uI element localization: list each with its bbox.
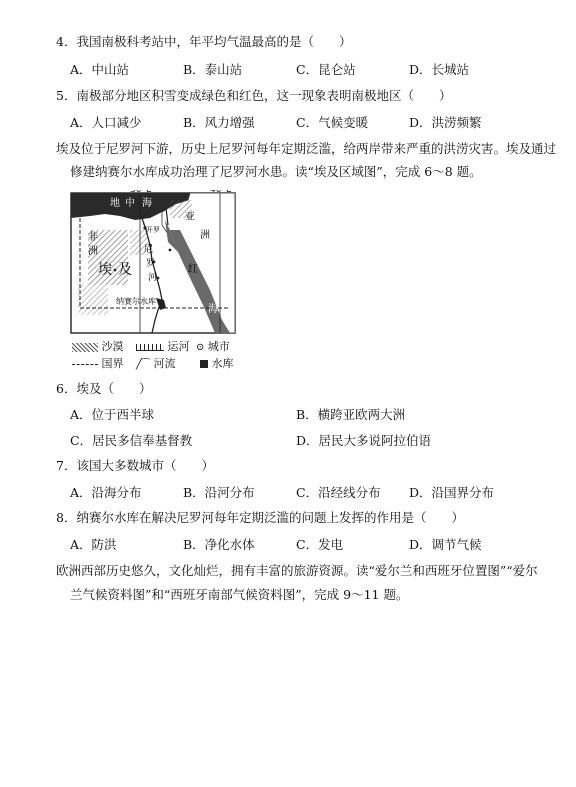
q7-stem: 7．该国大多数城市（ ） (56, 458, 214, 473)
reservoir-icon (200, 360, 208, 368)
desert-south (78, 285, 108, 315)
q4-option-d[interactable]: D．长城站 (409, 62, 470, 77)
label-lon-left: 30°E (130, 190, 152, 195)
passage-egypt-line2: 修建纳赛尔水库成功治理了尼罗河水患。读“埃及区域图”，完成 6～8 题。 (70, 164, 482, 179)
q4-stem: 4．我国南极科考站中，年平均气温最高的是（ ） (56, 34, 352, 49)
passage-europe-line2: 兰气候资料图”和“西班牙南部气候资料图”，完成 9～11 题。 (70, 587, 409, 602)
city-oasis (114, 269, 117, 272)
label-africa2: 洲 (88, 246, 98, 257)
legend-reservoir (200, 357, 234, 371)
q4-option-b[interactable]: B．泰山站 (183, 62, 243, 77)
label-cairo: 开罗 (146, 226, 160, 234)
label-nile1: 尼 (144, 245, 154, 255)
legend-desert (72, 340, 124, 354)
label-nile2: 罗 (146, 259, 156, 269)
q5-option-d[interactable]: D．洪涝频繁 (409, 115, 482, 130)
q7-option-a[interactable]: A．沿海分布 (70, 485, 142, 500)
label-lon-right: 40°E (210, 190, 232, 195)
label-sea3: 海 (142, 198, 152, 209)
legend-border (72, 357, 124, 371)
legend-river (136, 357, 176, 372)
label-asia2: 洲 (200, 230, 210, 241)
city-4 (157, 277, 160, 280)
passage-europe-line1: 欧洲西部历史悠久，文化灿烂，拥有丰富的旅游资源。读“爱尔兰和西班牙位置图”“爱尔 (56, 563, 538, 578)
passage-egypt-line1: 埃及位于尼罗河下游，历史上尼罗河每年定期泛滥，给两岸带来严重的洪涝灾害。埃及通过 (56, 141, 557, 156)
egypt-map-figure (70, 190, 250, 340)
label-asia1: 亚 (185, 212, 195, 223)
q6-option-c[interactable]: C．居民多信奉基督教 (70, 433, 193, 448)
canal-swatch (136, 344, 164, 351)
legend-river-label: 河流 (153, 357, 176, 370)
legend-canal (136, 340, 190, 354)
label-egypt2: 及 (118, 262, 132, 278)
river-icon: ╱⌒ (136, 359, 151, 370)
desert-swatch (72, 343, 98, 352)
q7-option-d[interactable]: D．沿国界分布 (409, 485, 495, 500)
label-sea1: 地 (110, 198, 120, 209)
legend-canal-label: 运河 (167, 340, 190, 353)
label-sea2: 中 (125, 198, 135, 209)
label-egypt1: 埃 (98, 262, 112, 278)
egypt-region-map (70, 190, 250, 375)
q5-stem: 5．南极部分地区积雪变成绿色和红色，这一现象表明南极地区（ ） (56, 88, 452, 103)
q6-option-a[interactable]: A．位于西半球 (70, 407, 155, 422)
q8-stem: 8．纳赛尔水库在解决尼罗河每年定期泛滥的问题上发挥的作用是（ ） (56, 510, 464, 525)
q8-option-d[interactable]: D．调节气候 (409, 537, 482, 552)
q8-option-a[interactable]: A．防洪 (70, 537, 117, 552)
q8-option-c[interactable]: C．发电 (296, 537, 344, 552)
city-alexandria (129, 215, 132, 218)
q8-option-b[interactable]: B．净化水体 (183, 537, 255, 552)
q5-option-c[interactable]: C．气候变暖 (296, 115, 369, 130)
label-nile3: 河 (148, 273, 158, 283)
q5-option-a[interactable]: A．人口减少 (70, 115, 142, 130)
legend-desert-label: 沙漠 (101, 340, 124, 353)
city-dot-icon: ⊙ (196, 342, 205, 353)
q4-option-a[interactable]: A．中山站 (70, 62, 130, 77)
q7-option-b[interactable]: B．沿河分布 (183, 485, 255, 500)
city-5 (169, 249, 172, 252)
legend-city-label: 城市 (207, 340, 230, 353)
q6-option-b[interactable]: B．横跨亚欧两大洲 (296, 407, 406, 422)
q6-option-d[interactable]: D．居民大多说阿拉伯语 (296, 433, 432, 448)
legend-border-label: 国界 (101, 357, 124, 370)
q7-option-c[interactable]: C．沿经线分布 (296, 485, 381, 500)
label-reservoir: 纳赛尔水库 (116, 297, 156, 306)
label-africa1: 非 (88, 232, 98, 243)
label-red1: 红 (188, 264, 198, 275)
q4-option-c[interactable]: C．昆仑站 (296, 62, 356, 77)
q5-option-b[interactable]: B．风力增强 (183, 115, 255, 130)
label-red2: 海 (208, 304, 218, 315)
border-swatch (72, 364, 98, 365)
legend-reservoir-label: 水库 (211, 357, 234, 370)
q6-stem: 6．埃及（ ） (56, 381, 152, 396)
legend-city (196, 340, 230, 355)
